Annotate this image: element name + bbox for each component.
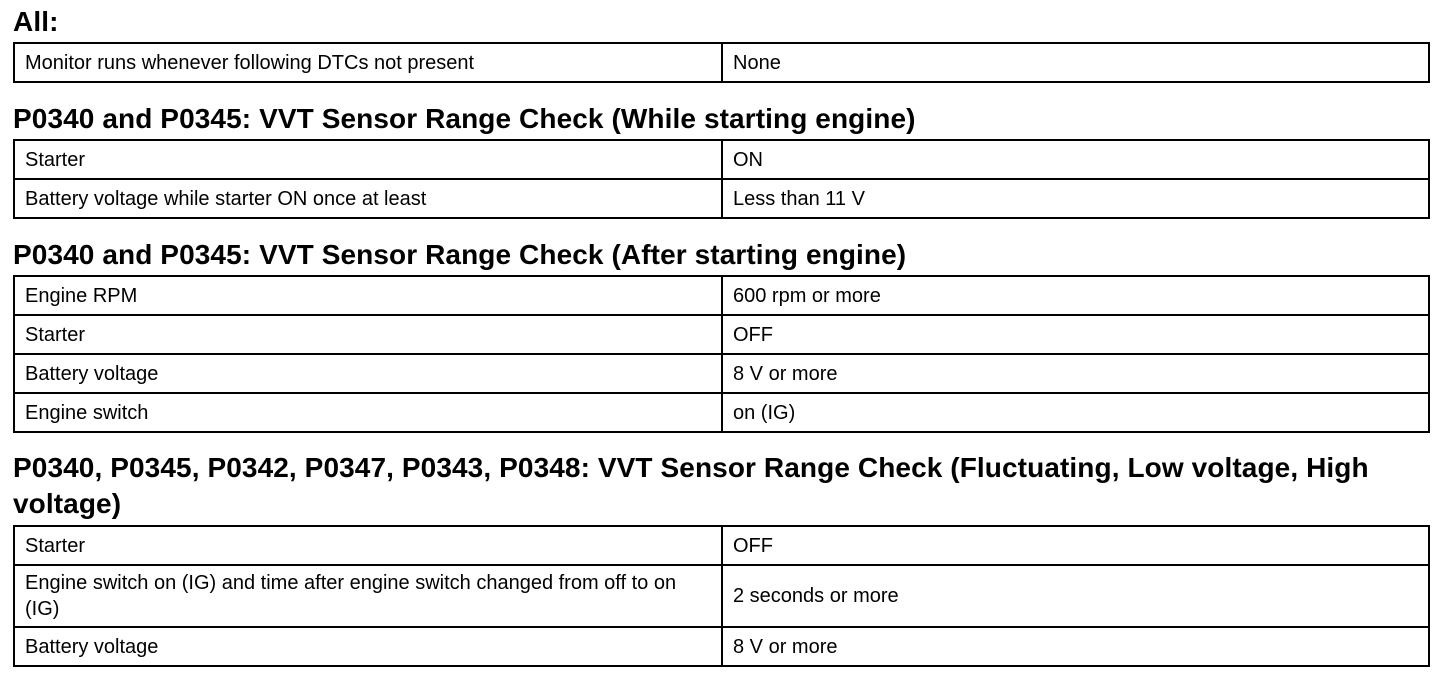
table-row bbox=[14, 354, 1429, 393]
condition-cell: Engine switch bbox=[14, 393, 722, 432]
value-cell: OFF bbox=[722, 526, 1429, 565]
section-heading-all: All: bbox=[13, 6, 59, 37]
section-heading-while-starting: P0340 and P0345: VVT Sensor Range Check (While starting engine) bbox=[13, 103, 916, 134]
value-cell: 2 seconds or more bbox=[722, 565, 1429, 627]
condition-cell: Starter bbox=[14, 526, 722, 565]
condition-cell: Engine switch on (IG) and time after engine switch changed from off to on (IG) bbox=[14, 565, 722, 627]
table-row bbox=[14, 43, 1429, 82]
condition-cell: Starter bbox=[14, 315, 722, 354]
condition-cell: Battery voltage bbox=[14, 627, 722, 666]
value-cell: 8 V or more bbox=[722, 627, 1429, 666]
condition-cell: Engine RPM bbox=[14, 276, 722, 315]
value-cell: 8 V or more bbox=[722, 354, 1429, 393]
table-row bbox=[14, 627, 1429, 666]
condition-cell: Monitor runs whenever following DTCs not present bbox=[14, 43, 722, 82]
section-heading-fluctuating: P0340, P0345, P0342, P0347, P0343, P0348: VVT Sensor Range Check (Fluctuating, Low voltage, High voltage) bbox=[13, 452, 1369, 519]
table-row bbox=[14, 140, 1429, 179]
table-row bbox=[14, 179, 1429, 218]
table-row bbox=[14, 565, 1429, 627]
conditions-table-fluctuating bbox=[13, 525, 1430, 667]
value-cell: None bbox=[722, 43, 1429, 82]
table-row bbox=[14, 393, 1429, 432]
condition-cell: Battery voltage bbox=[14, 354, 722, 393]
conditions-table-while-starting bbox=[13, 139, 1430, 219]
conditions-table-all bbox=[13, 42, 1430, 83]
table-row bbox=[14, 276, 1429, 315]
value-cell: ON bbox=[722, 140, 1429, 179]
conditions-table-after-starting bbox=[13, 275, 1430, 433]
table-row bbox=[14, 315, 1429, 354]
condition-cell: Battery voltage while starter ON once at least bbox=[14, 179, 722, 218]
condition-cell: Starter bbox=[14, 140, 722, 179]
table-row bbox=[14, 526, 1429, 565]
value-cell: Less than 11 V bbox=[722, 179, 1429, 218]
value-cell: on (IG) bbox=[722, 393, 1429, 432]
value-cell: 600 rpm or more bbox=[722, 276, 1429, 315]
value-cell: OFF bbox=[722, 315, 1429, 354]
section-heading-after-starting: P0340 and P0345: VVT Sensor Range Check (After starting engine) bbox=[13, 239, 907, 270]
